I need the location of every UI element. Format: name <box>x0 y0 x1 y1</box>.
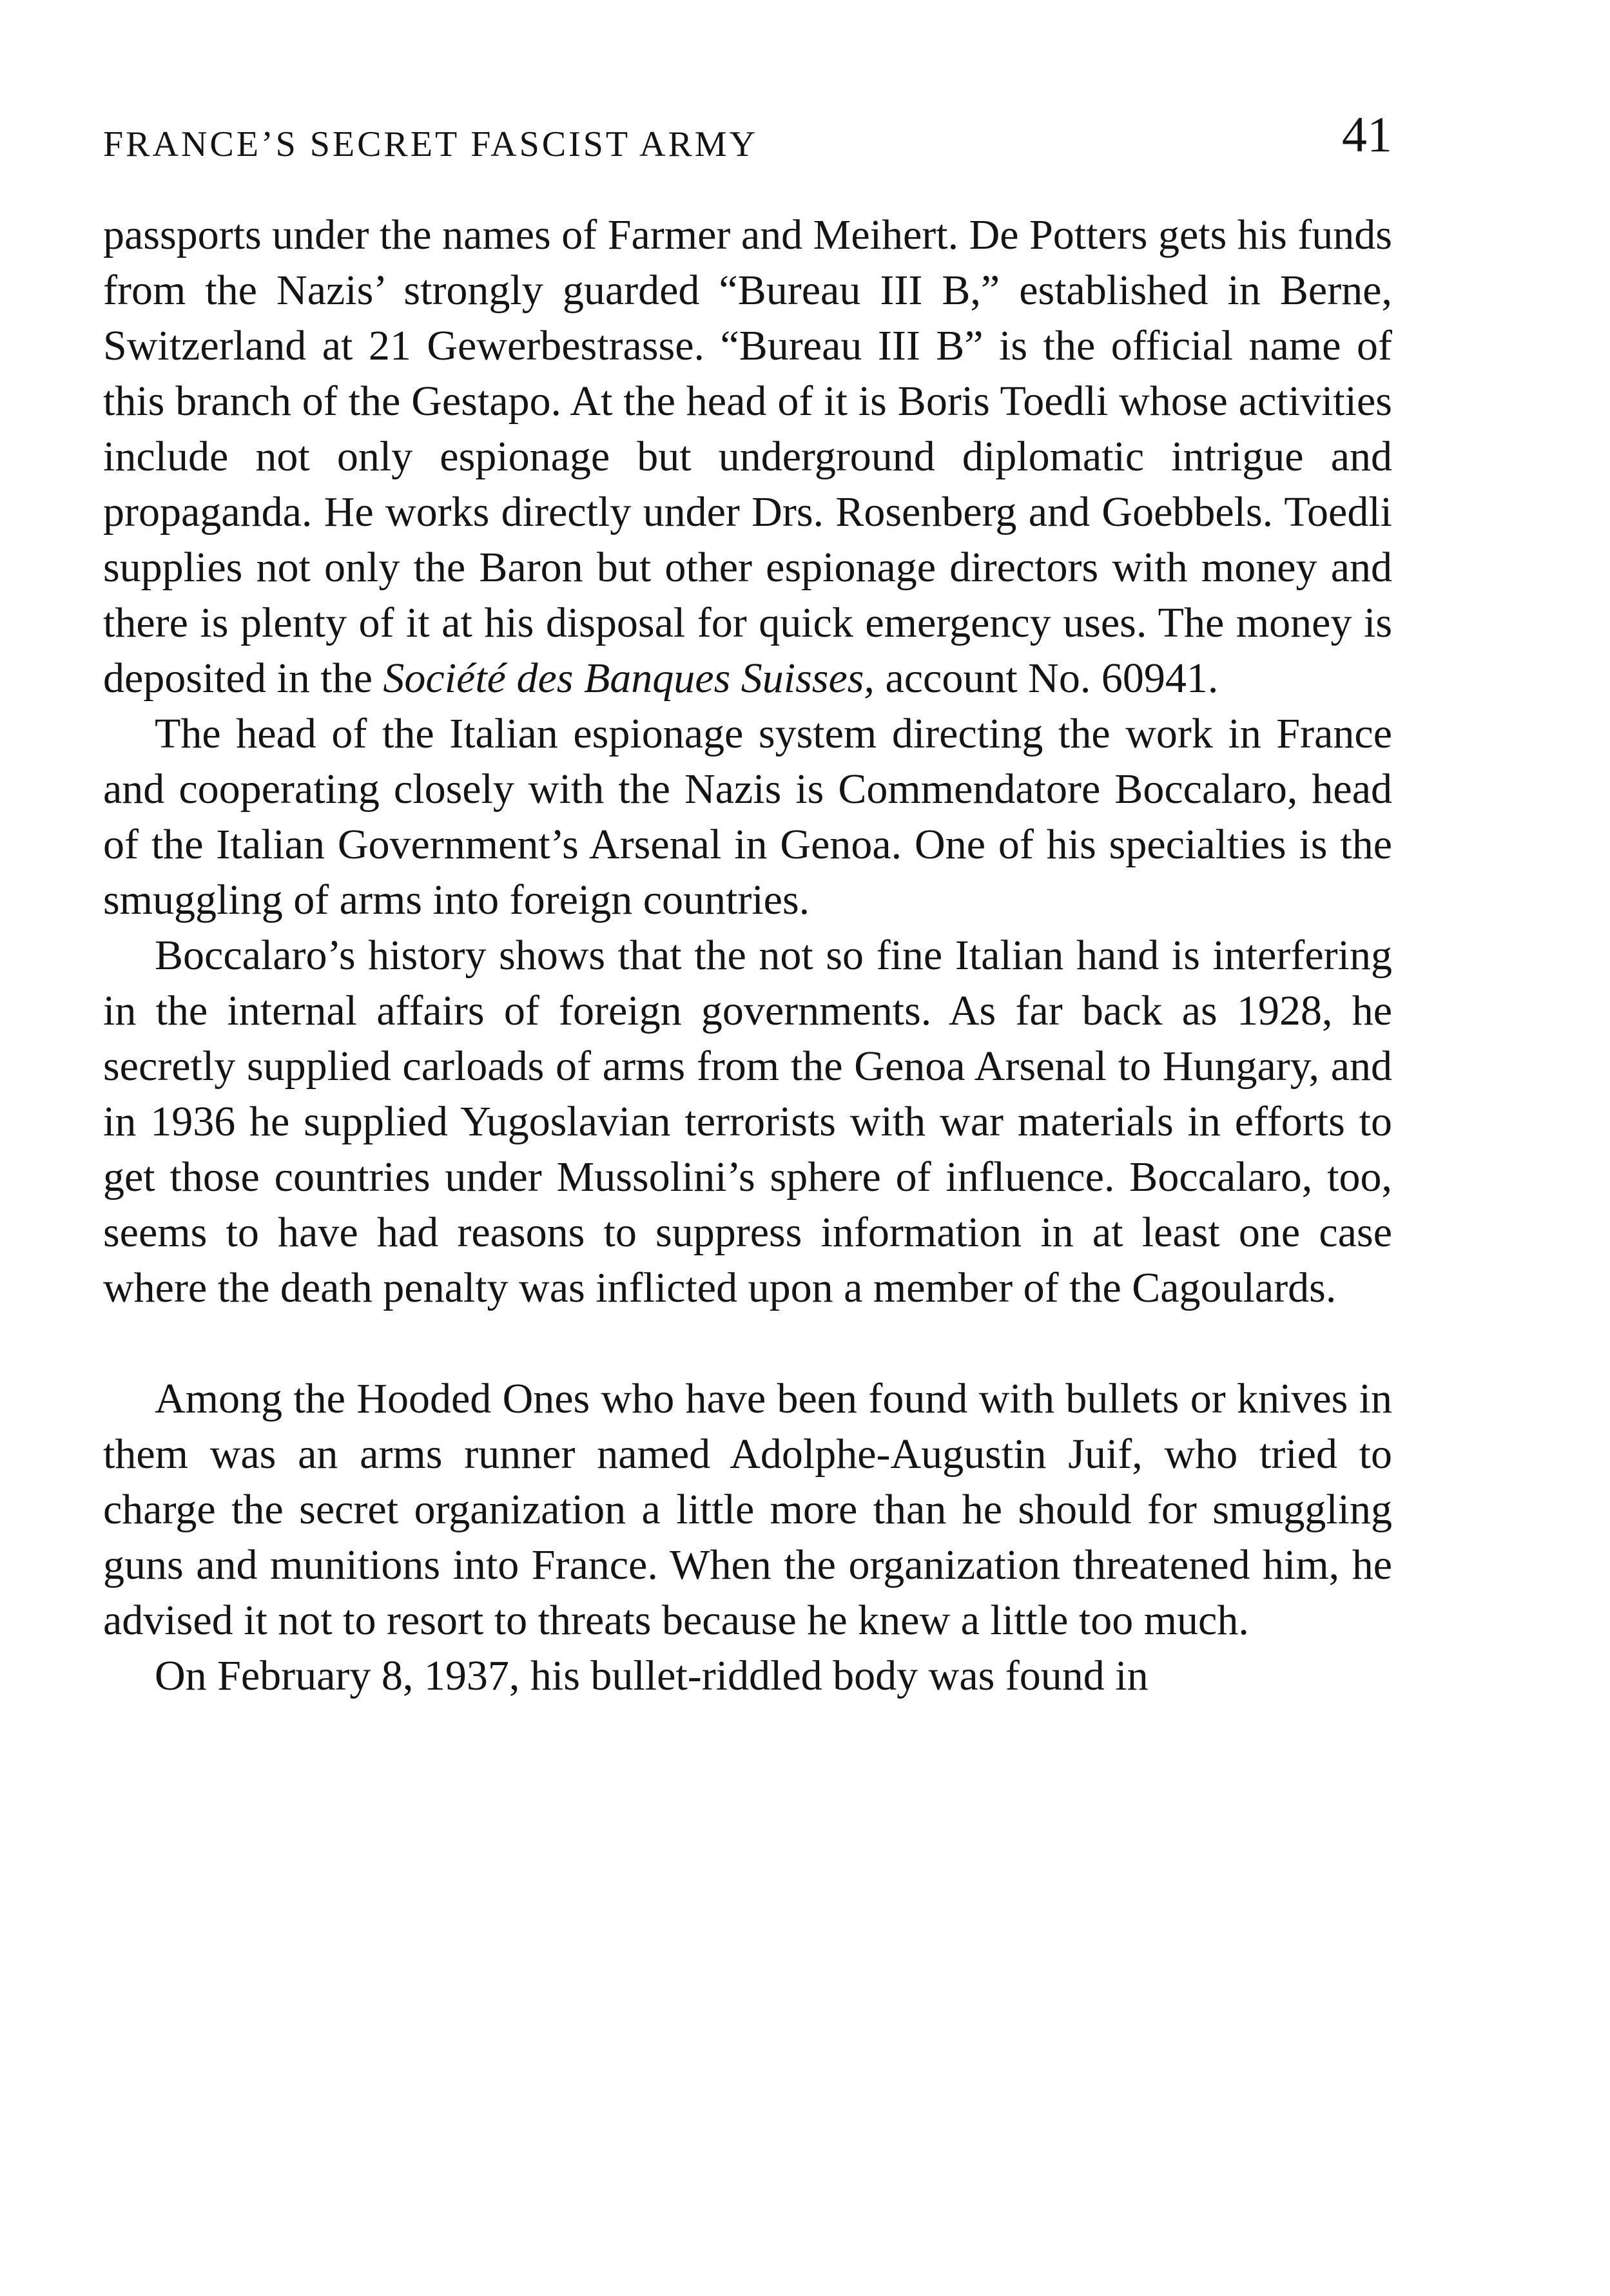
bank-name-italic: Société des Banques Suisses, <box>383 655 875 702</box>
paragraph-2: The head of the Italian espionage system directing the work in France and cooperating closely with the Nazis is Commendatore Boccalaro, head of the Italian Government’s Arsenal in Genoa. One of his specialties is the smuggling of arms into foreign countries. <box>103 710 1392 923</box>
paragraph-1 <box>103 207 1392 706</box>
paragraph-3: Boccalaro’s history shows that the not so fine Italian hand is interfering in the internal affairs of foreign governments. As far back as 1928, he secretly supplied carloads of arms from the Genoa Arsenal to Hungary, and in 1936 he supplied Yugoslavian terrorists with war materials in efforts to get those countries under Mussolini’s sphere of influence. Boccalaro, too, seems to have had reasons to suppress information in at least one case where the death penalty was inflicted upon a member of the Cagoulards. <box>103 932 1392 1311</box>
running-title: FRANCE’S SECRET FASCIST ARMY <box>103 124 759 164</box>
section-break <box>103 1316 1392 1371</box>
paragraph-4: Among the Hooded Ones who have been found with bullets or knives in them was an arms runner named Adolphe-Augustin Juif, who tried to charge the secret organization a little more than he should for smuggling guns and munitions into France. When the organization threatened him, he advised it not to resort to threats because he knew a little too much. <box>103 1375 1392 1644</box>
paragraph-1-text: passports under the names of Farmer and Meihert. De Potters gets his funds from the Nazis’ strongly guarded “Bureau III B,” established in Berne, Switzerland at 21 Gewerbestrasse. “Bureau III B” is the official name of this branch of the Gestapo. At the head of it is Boris Toedli whose activities include not only espionage but underground diplomatic intrigue and propaganda. He works directly under Drs. Rosenberg and Goebbels. Toedli supplies not only the Baron but other espionage directors with money and there is plenty of it at his disposal for quick emergency uses. The money is deposited in the <box>103 211 1392 702</box>
page-body <box>103 207 1392 1704</box>
page-header <box>103 106 1392 180</box>
page-number: 41 <box>1342 106 1392 162</box>
paragraph-1-text-end: account No. 60941. <box>874 655 1219 702</box>
paragraph-5: On February 8, 1937, his bullet-riddled body was found in <box>155 1652 1149 1699</box>
